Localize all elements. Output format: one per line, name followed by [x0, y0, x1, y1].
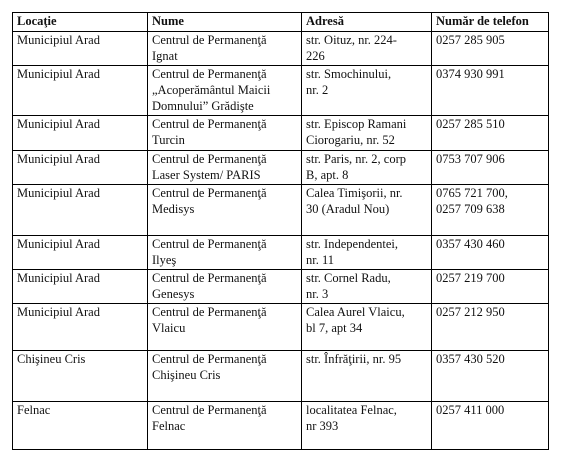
nume-line: Centrul de Permanenţă	[152, 352, 267, 366]
telefon-line: 0257 709 638	[436, 202, 505, 216]
nume-line: Turcin	[152, 133, 185, 147]
adresa-line: str. Paris, nr. 2, corp	[306, 152, 406, 166]
cell-telefon	[432, 351, 549, 402]
nume-line: Medisys	[152, 202, 195, 216]
nume-line: Centrul de Permanenţă	[152, 67, 267, 81]
telefon-line: 0257 285 905	[436, 33, 505, 47]
locatie-text: Municipiul Arad	[17, 271, 100, 285]
telefon-line: 0257 219 700	[436, 271, 505, 285]
clinics-table	[12, 12, 549, 450]
nume-line: Centrul de Permanenţă	[152, 403, 267, 417]
table-row	[13, 116, 549, 151]
nume-line: Laser System/ PARIS	[152, 168, 261, 182]
nume-line: Genesys	[152, 287, 195, 301]
cell-telefon	[432, 32, 549, 66]
cell-telefon	[432, 151, 549, 185]
nume-line: Centrul de Permanenţă	[152, 271, 267, 285]
cell-locatie	[13, 66, 148, 116]
locatie-text: Municipiul Arad	[17, 67, 100, 81]
adresa-line: Calea Aurel Vlaicu,	[306, 305, 405, 319]
nume-line: Centrul de Permanenţă	[152, 33, 267, 47]
adresa-line: B, apt. 8	[306, 168, 349, 182]
header-nume: Nume	[148, 13, 302, 32]
adresa-line: nr. 2	[306, 83, 329, 97]
telefon-line: 0374 930 991	[436, 67, 505, 81]
cell-adresa	[302, 185, 432, 236]
cell-nume	[148, 151, 302, 185]
cell-adresa	[302, 270, 432, 304]
cell-nume	[148, 32, 302, 66]
adresa-line: str. Oituz, nr. 224-	[306, 33, 397, 47]
locatie-text: Chişineu Cris	[17, 352, 86, 366]
cell-adresa	[302, 351, 432, 402]
adresa-line: Calea Timişorii, nr.	[306, 186, 403, 200]
adresa-line: nr. 11	[306, 253, 335, 267]
adresa-line: Ciorogariu, nr. 52	[306, 133, 395, 147]
header-telefon: Număr de telefon	[432, 13, 549, 32]
cell-nume	[148, 236, 302, 270]
locatie-text: Municipiul Arad	[17, 186, 100, 200]
cell-telefon	[432, 236, 549, 270]
adresa-line: nr. 3	[306, 287, 329, 301]
locatie-text: Municipiul Arad	[17, 33, 100, 47]
nume-line: Ilyeş	[152, 253, 177, 267]
table-row	[13, 351, 549, 402]
table-row	[13, 32, 549, 66]
table-row	[13, 270, 549, 304]
cell-adresa	[302, 151, 432, 185]
cell-adresa	[302, 304, 432, 351]
locatie-text: Municipiul Arad	[17, 237, 100, 251]
cell-locatie	[13, 32, 148, 66]
nume-line: „Acoperământul Maicii	[152, 83, 271, 97]
cell-adresa	[302, 32, 432, 66]
nume-line: Vlaicu	[152, 321, 186, 335]
table-row	[13, 402, 549, 450]
nume-line: Centrul de Permanenţă	[152, 186, 267, 200]
nume-line: Centrul de Permanenţă	[152, 117, 267, 131]
adresa-line: nr 393	[306, 419, 339, 433]
cell-locatie	[13, 151, 148, 185]
cell-telefon	[432, 185, 549, 236]
adresa-line: 30 (Aradul Nou)	[306, 202, 390, 216]
table-row	[13, 185, 549, 236]
table-row	[13, 236, 549, 270]
adresa-line: bl 7, apt 34	[306, 321, 363, 335]
cell-telefon	[432, 304, 549, 351]
cell-nume	[148, 304, 302, 351]
cell-locatie	[13, 236, 148, 270]
telefon-line: 0257 212 950	[436, 305, 505, 319]
cell-locatie	[13, 351, 148, 402]
nume-line: Centrul de Permanenţă	[152, 152, 267, 166]
locatie-text: Felnac	[17, 403, 51, 417]
locatie-text: Municipiul Arad	[17, 305, 100, 319]
cell-locatie	[13, 304, 148, 351]
cell-telefon	[432, 270, 549, 304]
table-row	[13, 304, 549, 351]
telefon-line: 0765 721 700,	[436, 186, 508, 200]
adresa-line: str. Smochinului,	[306, 67, 392, 81]
adresa-line: str. Înfrăţirii, nr. 95	[306, 352, 402, 366]
cell-adresa	[302, 66, 432, 116]
table-header-row	[13, 13, 549, 32]
telefon-line: 0357 430 520	[436, 352, 505, 366]
adresa-line: localitatea Felnac,	[306, 403, 397, 417]
locatie-text: Municipiul Arad	[17, 152, 100, 166]
table-body	[13, 32, 549, 450]
telefon-line: 0357 430 460	[436, 237, 505, 251]
table-row	[13, 151, 549, 185]
cell-nume	[148, 185, 302, 236]
cell-locatie	[13, 402, 148, 450]
nume-line: Domnului” Grădişte	[152, 99, 254, 113]
table-row	[13, 66, 549, 116]
cell-nume	[148, 270, 302, 304]
cell-adresa	[302, 236, 432, 270]
locatie-text: Municipiul Arad	[17, 117, 100, 131]
nume-line: Chişineu Cris	[152, 368, 221, 382]
adresa-line: 226	[306, 49, 325, 63]
adresa-line: str. Cornel Radu,	[306, 271, 391, 285]
cell-nume	[148, 66, 302, 116]
cell-locatie	[13, 185, 148, 236]
adresa-line: str. Episcop Ramani	[306, 117, 407, 131]
cell-telefon	[432, 116, 549, 151]
nume-line: Ignat	[152, 49, 178, 63]
nume-line: Centrul de Permanenţă	[152, 305, 267, 319]
cell-nume	[148, 351, 302, 402]
nume-line: Felnac	[152, 419, 186, 433]
telefon-line: 0257 411 000	[436, 403, 505, 417]
telefon-line: 0257 285 510	[436, 117, 505, 131]
header-locatie: Locaţie	[13, 13, 148, 32]
cell-telefon	[432, 402, 549, 450]
telefon-line: 0753 707 906	[436, 152, 505, 166]
cell-telefon	[432, 66, 549, 116]
cell-nume	[148, 402, 302, 450]
nume-line: Centrul de Permanenţă	[152, 237, 267, 251]
adresa-line: str. Independentei,	[306, 237, 398, 251]
header-adresa: Adresă	[302, 13, 432, 32]
cell-nume	[148, 116, 302, 151]
cell-adresa	[302, 116, 432, 151]
cell-locatie	[13, 116, 148, 151]
cell-locatie	[13, 270, 148, 304]
cell-adresa	[302, 402, 432, 450]
